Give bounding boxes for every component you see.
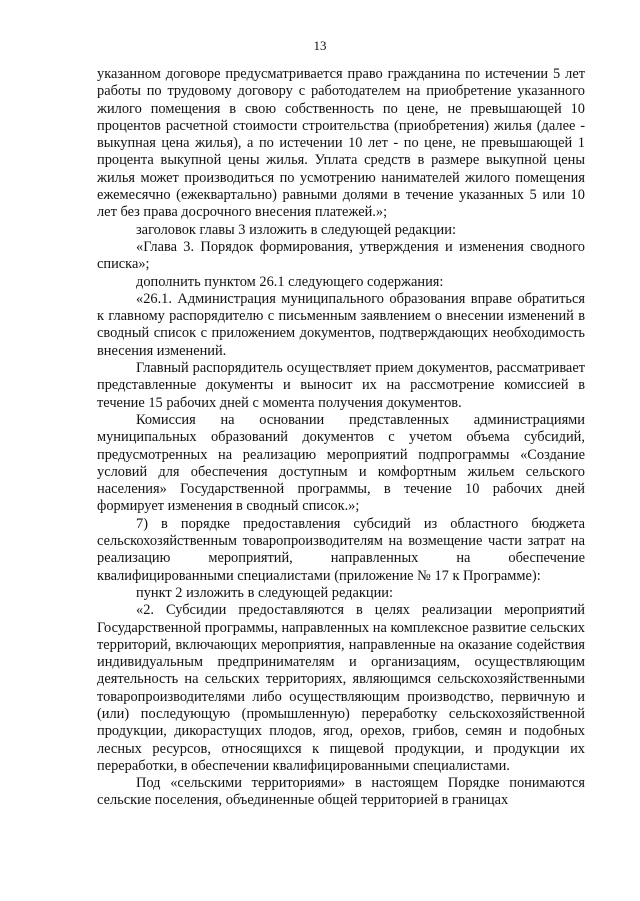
- paragraph: Главный распорядитель осуществляет прием документов, рассматривает представленные документы и выносит их на рассмотрение комиссией в течение 15 рабочих дней с момента получения документов.: [97, 360, 585, 411]
- paragraph: указанном договоре предусматривается право гражданина по истечении 5 лет работы по трудовому договору с работодателем на приобретение указанного жилого помещения в свою собственность по цене, не превышающей 10 процентов расчетной стоимости строительства (приобретения) жилья (далее - выкупная цена жилья), а по истечении 10 лет - по цене, не превышающей 1 процента выкупной цены жилья. Уплата средств в размере выкупной цены жилья может производиться по усмотрению нанимателей жилого помещения ежемесячно (ежеквартально) равными долями в течение указанных 5 или 10 лет без права досрочного внесения платежей.»;: [97, 66, 585, 221]
- paragraph: «26.1. Администрация муниципального образования вправе обратиться к главному распорядителю с письменным заявлением о внесении изменений в сводный список с приложением документов, подтверждающих необходимость внесения изменений.: [97, 290, 585, 359]
- paragraph: пункт 2 изложить в следующей редакции:: [136, 584, 393, 601]
- paragraph: заголовок главы 3 изложить в следующей редакции:: [136, 221, 456, 238]
- paragraph: 7) в порядке предоставления субсидий из областного бюджета сельскохозяйственным товаропроизводителям на возмещение части затрат на реализацию мероприятий, направленных на обеспечение квалифицированными специалистами (приложение № 17 к Программе):: [97, 515, 585, 584]
- paragraph: дополнить пунктом 26.1 следующего содержания:: [136, 273, 444, 290]
- document-body: [97, 66, 585, 810]
- page-number: 13: [313, 38, 327, 53]
- paragraph: Под «сельскими территориями» в настоящем Порядке понимаются сельские поселения, объединенные общей территорией в границах: [97, 775, 585, 809]
- paragraph: Комиссия на основании представленных администрациями муниципальных образований документов с учетом объема субсидий, предусмотренных на реализацию мероприятий подпрограммы «Создание условий для обеспечения доступным и комфортным жильем сельского населения» Государственной программы, в течение 10 рабочих дней формирует изменения в сводный список.»;: [97, 411, 585, 515]
- paragraph: «Глава 3. Порядок формирования, утверждения и изменения сводного списка»;: [97, 238, 585, 273]
- paragraph: «2. Субсидии предоставляются в целях реализации мероприятий Государственной программы, направленных на комплексное развитие сельских территорий, включающих мероприятия, направленные на оказание содействия индивидуальным предпринимателям и организациям, осуществляющим деятельность на сельских территориях, являющимся сельскохозяйственными товаропроизводителями либо осуществляющим производство, первичную и (или) последующую (промышленную) переработку сельскохозяйственной продукции, дикорастущих плодов, ягод, орехов, грибов, семян и подобных лесных ресурсов, относящихся к пищевой продукции, и продукции их переработки, в обеспечении квалифицированными специалистами.: [97, 602, 585, 774]
